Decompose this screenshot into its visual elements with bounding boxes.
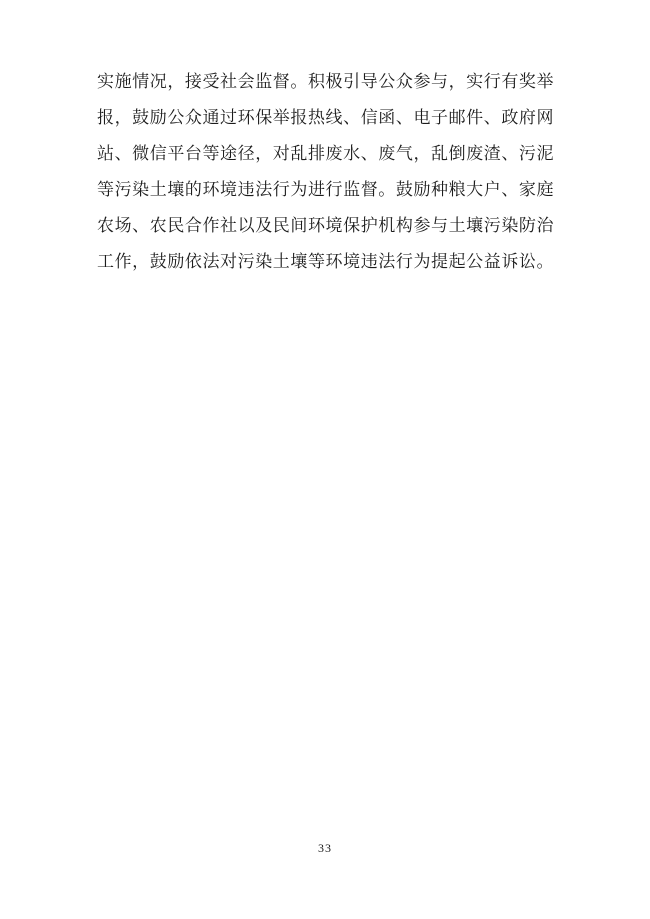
paragraph-line: 农场、农民合作社以及民间环境保护机构参与土壤污染防治 bbox=[97, 216, 554, 235]
paragraph-line: 等污染土壤的环境违法行为进行监督。鼓励种粮大户、家庭 bbox=[97, 180, 554, 199]
paragraph-line: 工作，鼓励依法对污染土壤等环境违法行为提起公益诉讼。 bbox=[97, 252, 554, 271]
body-paragraph bbox=[97, 64, 554, 280]
page-number: 33 bbox=[318, 841, 332, 855]
paragraph-line: 站、微信平台等途径，对乱排废水、废气，乱倒废渣、污泥 bbox=[97, 144, 554, 163]
paragraph-line: 报，鼓励公众通过环保举报热线、信函、电子邮件、政府网 bbox=[97, 108, 554, 127]
paragraph-line: 实施情况，接受社会监督。积极引导公众参与，实行有奖举 bbox=[97, 72, 554, 91]
